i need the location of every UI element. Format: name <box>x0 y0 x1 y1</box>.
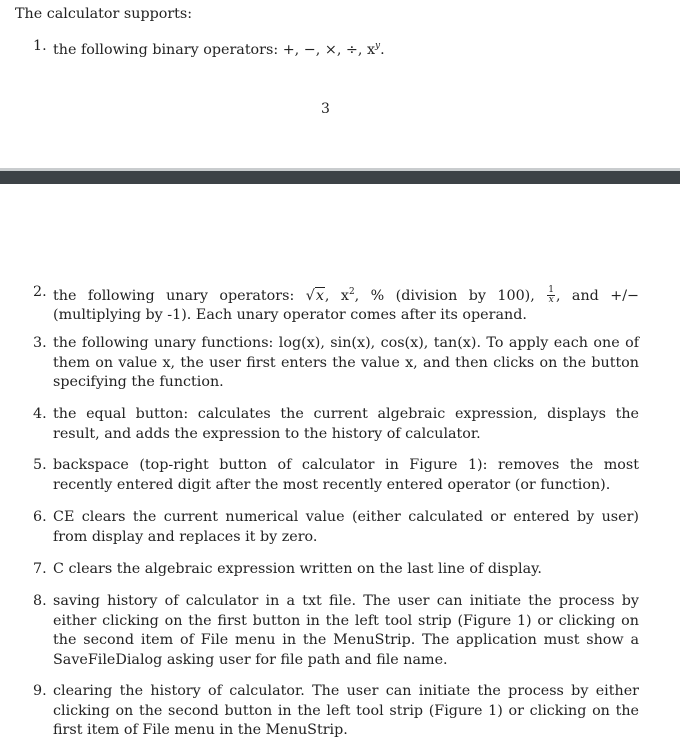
list-number: 4. <box>33 406 47 422</box>
sqrt-symbol: √ <box>305 287 315 304</box>
list-number: 5. <box>33 457 47 473</box>
page-divider <box>0 171 680 184</box>
list-text: the equal button: calculates the current algebraic expression, displays the result, and adds the expression to the history of calculator. <box>53 406 639 442</box>
fraction: $\frac{1}{x}$ <box>548 285 554 306</box>
list-text: the following unary operators: √x, $x^2$, % (division by 100), $\frac{1}{x}$ , and +/− (multiplying by -1). Each unary operator comes after its operand. <box>53 285 640 324</box>
list-number: 7. <box>33 561 47 577</box>
list-text: CE clears the current numerical value (either calculated or entered by user) from display and replaces it by zero. <box>53 509 639 545</box>
list-number: 2. <box>33 284 47 300</box>
list-number: 9. <box>33 683 47 699</box>
list-text: backspace (top-right button of calculator in Figure 1): removes the most recently entered digit after the most recently entered operator (or function). <box>53 457 639 493</box>
list-text: the following binary operators: +, −, ×, ÷, $x^y$. <box>53 41 385 58</box>
list-text: saving history of calculator in a txt file. The user can initiate the process by either clicking on the first button in the left tool strip (Figure 1) or clicking on the second item of File menu in the MenuStrip. The application must show a SaveFileDialog asking user for file path and file name. <box>53 593 639 668</box>
list-number: 6. <box>33 509 47 525</box>
intro-text: The calculator supports: <box>15 6 193 22</box>
list-number: 3. <box>33 335 47 351</box>
page-number: 3 <box>321 101 330 117</box>
list-number: 8. <box>33 593 47 609</box>
list-text: C clears the algebraic expression written on the last line of display. <box>53 561 542 577</box>
list-number: 1. <box>33 38 47 54</box>
list-text: the following unary functions: log(x), sin(x), cos(x), tan(x). To apply each one of them on value x, the user first enters the value x, and then clicks on the button specifying the function. <box>53 335 639 391</box>
list-text: clearing the history of calculator. The user can initiate the process by either clicking on the second button in the left tool strip (Figure 1) or clicking on the first item of File menu in the MenuStrip. <box>53 683 639 739</box>
